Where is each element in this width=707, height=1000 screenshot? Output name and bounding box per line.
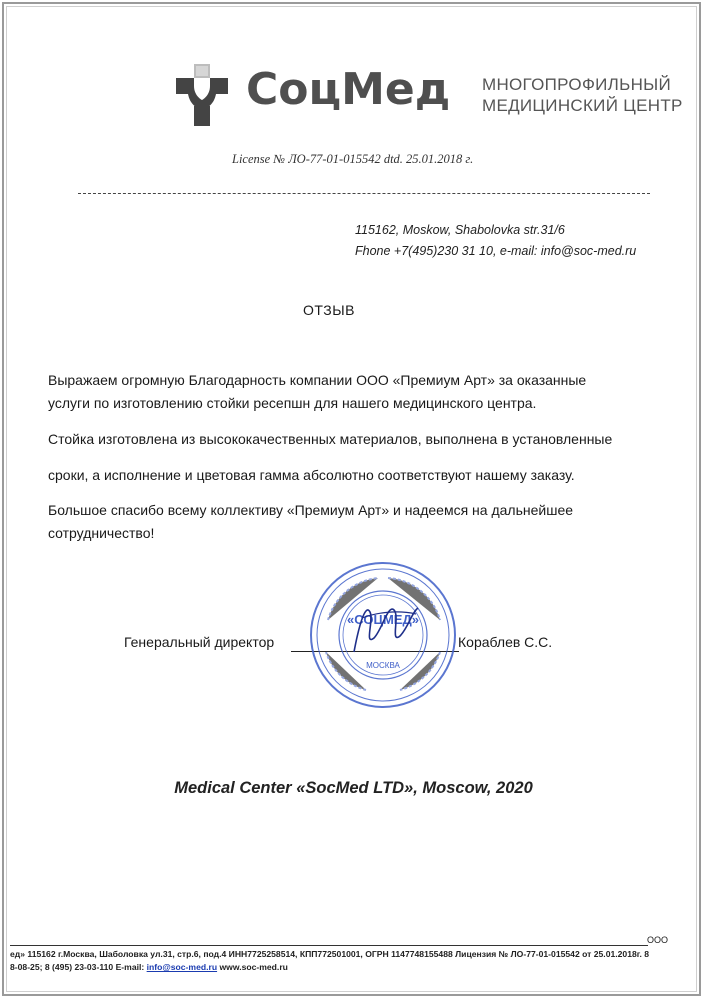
letter-heading: ОТЗЫВ [303, 302, 355, 318]
letter-paragraph-line: услуги по изготовлению стойки ресепшн для нашего медицинского центра. [48, 395, 537, 411]
stamp-city-text: МОСКВА [366, 661, 400, 670]
address-line: 115162, Moskow, Shabolovka str.31/6 [355, 223, 565, 237]
company-stamp [308, 560, 458, 710]
footer-ooo: ООО [647, 935, 669, 945]
letter-paragraph-line: Стойка изготовлена из высококачественных материалов, выполнена в установленные [48, 431, 613, 447]
letter-paragraph-line: сотрудничество! [48, 525, 155, 541]
signature-name: Кораблев С.С. [458, 634, 553, 650]
footer-email-link[interactable]: info@soc-med.ru [146, 962, 218, 972]
letter-paragraph-line: Большое спасибо всему коллективу «Премиум Арт» и надеемся на дальнейшее [48, 502, 574, 518]
license-number: License № ЛО-77-01-015542 dtd. 25.01.2018 г. [232, 152, 474, 166]
header-divider [78, 193, 650, 194]
brand-subtitle [482, 74, 683, 116]
brand-subtitle-line2: МЕДИЦИНСКИЙ ЦЕНТР [482, 96, 683, 115]
footer-requisites-line: ед» 115162 г.Москва, Шаболовка ул.31, стр.6, под.4 ИНН7725258514, КПП772501001, ОГРН 1147748155488 Лицензия № ЛО-77-01-015542 от 25.01.2018г. 8 [10, 949, 650, 959]
letter-paragraph-line: сроки, а исполнение и цветовая гамма абсолютно соответствуют нашему заказу. [48, 467, 575, 483]
footer-phones: 8-08-25; 8 (495) 23-03-110 E-mail: [10, 962, 147, 972]
socmed-logo-icon [172, 60, 232, 128]
contact-address [355, 220, 636, 262]
phone-email-line: Fhone +7(495)230 31 10, e-mail: info@soc-med.ru [355, 244, 637, 258]
footer-website: www.soc-med.ru [217, 962, 288, 972]
medical-center-footer: Medical Center «SocMed LTD», Moscow, 2020 [174, 779, 533, 797]
footer-contacts-line [10, 962, 288, 972]
footer-rule [10, 945, 648, 946]
brand-name: СоцМед [246, 64, 451, 115]
stamp-center-text: «СОЦМЕД» [347, 612, 419, 627]
letter-paragraph-line: Выражаем огромную Благодарность компании ООО «Премиум Арт» за оказанные [48, 372, 587, 388]
signature-title: Генеральный директор [124, 634, 275, 650]
brand-subtitle-line1: МНОГОПРОФИЛЬНЫЙ [482, 75, 672, 94]
